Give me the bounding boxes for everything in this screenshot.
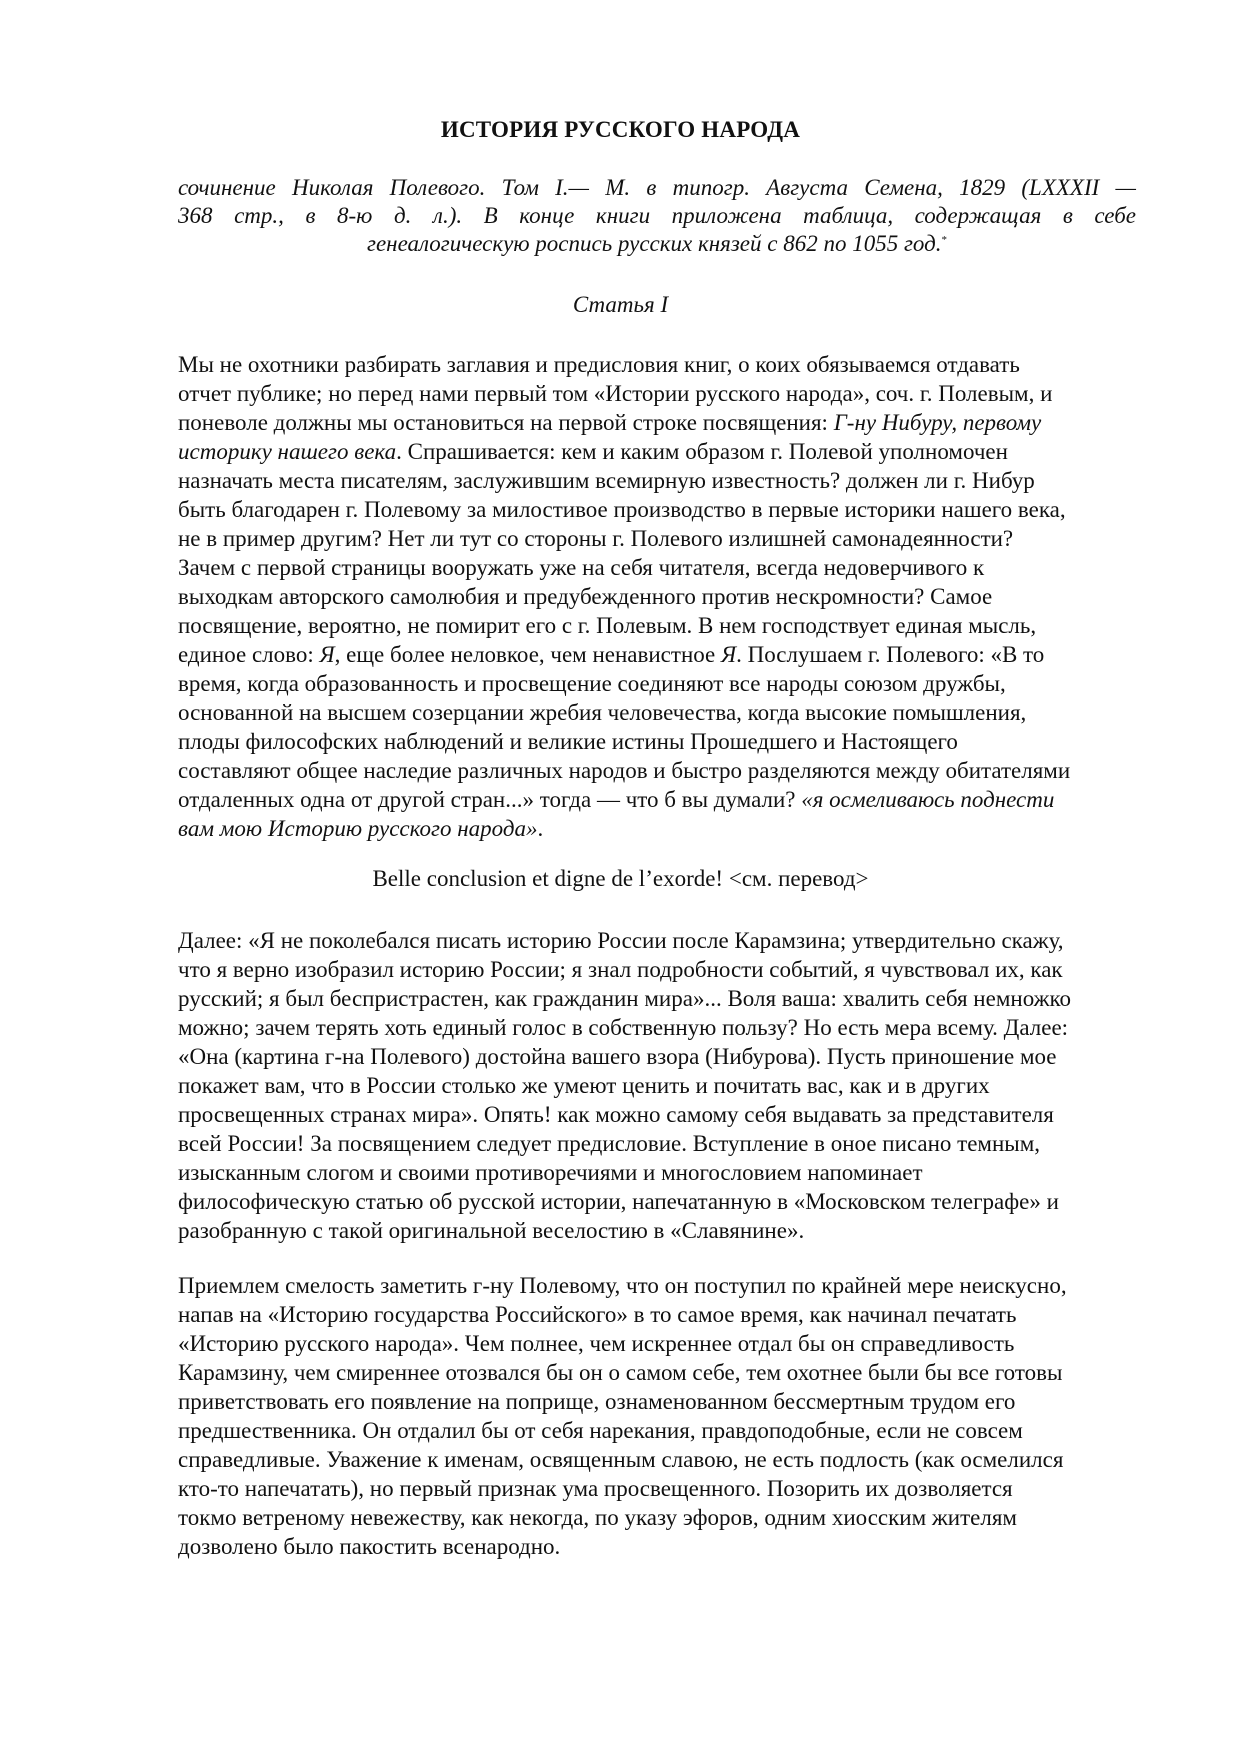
subtitle-line: сочинение Николая Полевого. Том I.— М. в типогр. Августа Семена, 1829 (LXXXII — [178,175,1136,200]
paragraph-line: «Историю русского народа». Чем полнее, чем искреннее отдал бы он справедливость [178,1331,1015,1356]
paragraph-line: основанной на высшем созерцании жребия человечества, когда высокие помышления, [178,700,1027,725]
paragraph-line: приветствовать его появление на поприще, ознаменованном бессмертным трудом его [178,1389,1016,1414]
paragraph-1 [178,350,1158,843]
text-run: отдаленных одна от другой стран...» тогда — что б вы думали? [178,787,802,812]
paragraph-line: дозволено было пакостить всенародно. [178,1534,561,1559]
paragraph-line: «Она (картина г-на Полевого) достойна вашего взора (Нибурова). Пусть приношение мое [178,1044,1057,1069]
paragraph-line: выходкам авторского самолюбия и предубежденного против нескромности? Самое [178,584,993,609]
paragraph-line: напав на «Историю государства Российского» в то самое время, как начинал печатать [178,1302,1017,1327]
paragraph-line: покажет вам, что в России столько же умеют ценить и почитать вас, как и в других [178,1073,990,1098]
paragraph-line: что я верно изобразил историю России; я знал подробности событий, я чувствовал их, как [178,957,1063,982]
paragraph-line: составляют общее наследие различных народов и быстро разделяются между обитателями [178,758,1071,783]
paragraph-line: справедливые. Уважение к именам, освященным славою, не есть подлость (как осмелился [178,1447,1064,1472]
paragraph-line [178,640,1158,669]
quote-italic: «я осмеливаюсь поднести [801,787,1055,812]
dedication-italic: историку нашего века [178,439,397,464]
paragraph-line: время, когда образованность и просвещение соединяют все народы союзом дружбы, [178,671,1006,696]
subtitle-line: 368 стр., в 8-ю д. л.). В конце книги приложена таблица, содержащая в себе [178,203,1136,228]
text-run: поневоле должны мы остановиться на первой строке посвящения: [178,410,834,435]
paragraph-line: можно; зачем терять хоть единый голос в собственную пользу? Но есть мера всему. Далее: [178,1015,1069,1040]
subtitle-line-last [178,230,1136,258]
paragraph-line [178,785,1158,814]
document-subtitle [178,174,1136,258]
paragraph-line: просвещенных странах мира». Опять! как можно самому себя выдавать за представителя [178,1102,1054,1127]
italic-ya: Я [319,642,335,667]
dedication-italic: Г-ну Нибуру, первому [833,410,1042,435]
article-label: Статья I [572,292,669,317]
paragraph-line: русский; я был беспристрастен, как гражданин мира»... Воля ваша: хвалить себя немножко [178,986,1072,1011]
text-run: . Спрашивается: кем и каким образом г. Полевой уполномочен [396,439,1008,464]
paragraph-line [178,437,1158,466]
paragraph-line: назначать места писателям, заслужившим всемирную известность? должен ли г. Нибур [178,468,1035,493]
paragraph-line: быть благодарен г. Полевому за милостивое производство в первые историки нашего века, [178,497,1066,522]
paragraph-line: всей России! За посвящением следует предисловие. Вступление в оное писано темным, [178,1131,1041,1156]
paragraph-line: Далее: «Я не поколебался писать историю России после Карамзина; утвердительно скажу, [178,928,1064,953]
paragraph-line: Приемлем смелость заметить г-ну Полевому, что он поступил по крайней мере неискусно, [178,1273,1067,1298]
paragraph-3 [178,1271,1158,1561]
paragraph-line: отчет публике; но перед нами первый том «Истории русского народа», соч. г. Полевым, и [178,381,1053,406]
paragraph-line: плоды философских наблюдений и великие истины Прошедшего и Настоящего [178,729,958,754]
paragraph-line: токмо ветреному невежеству, как некогда, по указу эфоров, одним хиосским жителям [178,1505,1017,1530]
text-run: . [537,816,544,841]
paragraph-line: изысканным слогом и своими противоречиями и многословием напоминает [178,1160,923,1185]
paragraph-line: Зачем с первой страницы вооружать уже на себя читателя, всегда недоверчивого к [178,555,985,580]
document-title: ИСТОРИЯ РУССКОГО НАРОДА [440,117,801,142]
paragraph-line: кто-то напечатать), но первый признак ума просвещенного. Позорить их дозволяется [178,1476,1013,1501]
paragraph-line: не в пример другим? Нет ли тут со стороны г. Полевого излишней самонадеянности? [178,526,1014,551]
paragraph-line [178,814,1158,843]
paragraph-2 [178,926,1158,1245]
text-run: , еще более неловкое, чем ненавистное [334,642,721,667]
paragraph-line: Мы не охотники разбирать заглавия и предисловия книг, о коих обязываемся отдавать [178,352,1020,377]
paragraph-line: философическую статью об русской истории, напечатанную в «Московском телеграфе» и [178,1189,1059,1214]
paragraph-line: посвящение, вероятно, не помирит его с г. Полевым. В нем господствует единая мысль, [178,613,1037,638]
subtitle-line: генеалогическую роспись русских князей с 862 по 1055 год. [366,231,942,256]
text-run: единое слово: [178,642,320,667]
footnote-mark[interactable]: * [941,234,948,246]
italic-ya: Я [721,642,737,667]
text-run: . Послушаем г. Полевого: «В то [736,642,1045,667]
french-quote: Belle conclusion et digne de l’exorde! <см. перевод> [372,866,869,891]
paragraph-line: предшественника. Он отдалил бы от себя нарекания, правдоподобные, если не совсем [178,1418,1023,1443]
paragraph-line: Карамзину, чем смиреннее отозвался бы он о самом себе, тем охотнее были бы все готовы [178,1360,1063,1385]
quote-italic: вам мою Историю русского народа» [178,816,538,841]
paragraph-line [178,408,1158,437]
paragraph-line: разобранную с такой оригинальной веселостию в «Славянине». [178,1218,805,1243]
